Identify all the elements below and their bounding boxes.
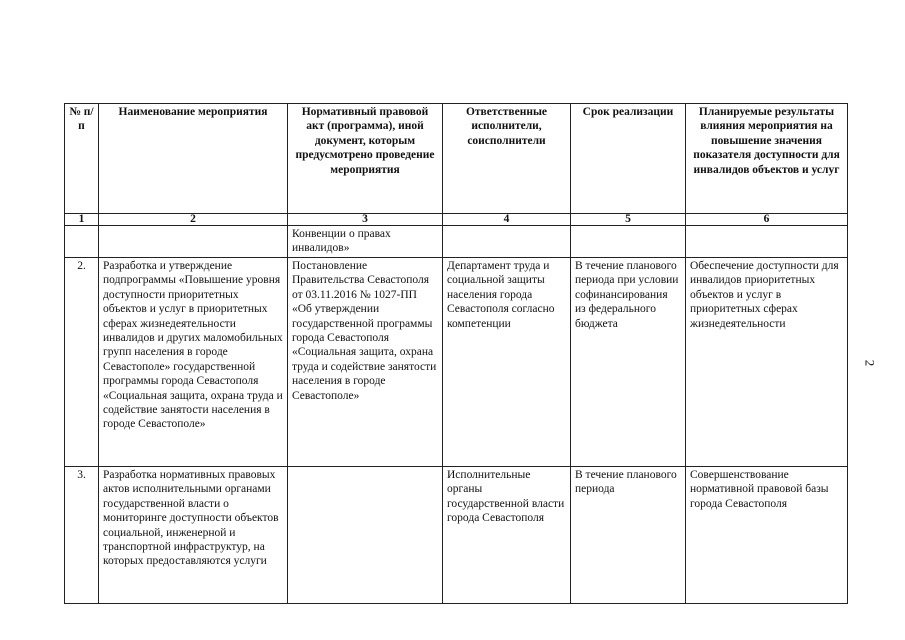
legal-act-cell [288, 467, 443, 604]
row-number: 2. [65, 258, 99, 467]
header-executors: Ответственные исполнители, соисполнители [443, 104, 571, 214]
column-number: 3 [288, 214, 443, 226]
column-numbers-row [65, 214, 848, 226]
column-number: 5 [571, 214, 686, 226]
table-cell [99, 226, 288, 258]
measure-name-cell: Разработка нормативных правовых актов исполнительными органами государственной власти о мониторинге доступности объектов социальной, инженерной и транспортной инфраструктур, на которых предоставляются услуги [99, 467, 288, 604]
table-header-row [65, 104, 848, 214]
page-number: 2 [862, 359, 878, 367]
table-cell [571, 226, 686, 258]
measure-name-cell: Разработка и утверждение подпрограммы «Повышение уровня доступности приоритетных объектов и услуг в приоритетных сферах жизнедеятельности инвалидов и других маломобильных групп населения в городе Севастополе» государственной программы города Севастополя «Социальная защита, охрана труда и содействие занятости населения в городе Севастополе» [99, 258, 288, 467]
table-cell [443, 226, 571, 258]
executors-cell: Департамент труда и социальной защиты населения города Севастополя согласно компетенции [443, 258, 571, 467]
term-cell: В течение планового периода при условии софинансирования из федерального бюджета [571, 258, 686, 467]
legal-act-cell: Постановление Правительства Севастополя от 03.11.2016 № 1027-ПП «Об утверждении государственной программы города Севастополя «Социальная защита, охрана труда и содействие занятости населения в городе Севастополе» [288, 258, 443, 467]
header-measure-name: Наименование мероприятия [99, 104, 288, 214]
header-number: № п/п [65, 104, 99, 214]
result-cell: Совершенствование нормативной правовой базы города Севастополя [686, 467, 848, 604]
term-cell: В течение планового периода [571, 467, 686, 604]
table-cell: Конвенции о правах инвалидов» [288, 226, 443, 258]
column-number: 6 [686, 214, 848, 226]
row-number: 3. [65, 467, 99, 604]
header-results: Планируемые результаты влияния мероприятия на повышение значения показателя доступности для инвалидов объектов и услуг [686, 104, 848, 214]
table-cell [65, 226, 99, 258]
table-cell [686, 226, 848, 258]
executors-cell: Исполнительные органы государственной власти города Севастополя [443, 467, 571, 604]
header-term: Срок реализации [571, 104, 686, 214]
continuation-row [65, 226, 848, 258]
header-legal-act: Нормативный правовой акт (программа), иной документ, которым предусмотрено проведение мероприятия [288, 104, 443, 214]
column-number: 4 [443, 214, 571, 226]
table-row [65, 467, 848, 604]
measures-table [64, 103, 848, 604]
result-cell: Обеспечение доступности для инвалидов приоритетных объектов и услуг в приоритетных сферах жизнедеятельности [686, 258, 848, 467]
table-row [65, 258, 848, 467]
column-number: 1 [65, 214, 99, 226]
column-number: 2 [99, 214, 288, 226]
